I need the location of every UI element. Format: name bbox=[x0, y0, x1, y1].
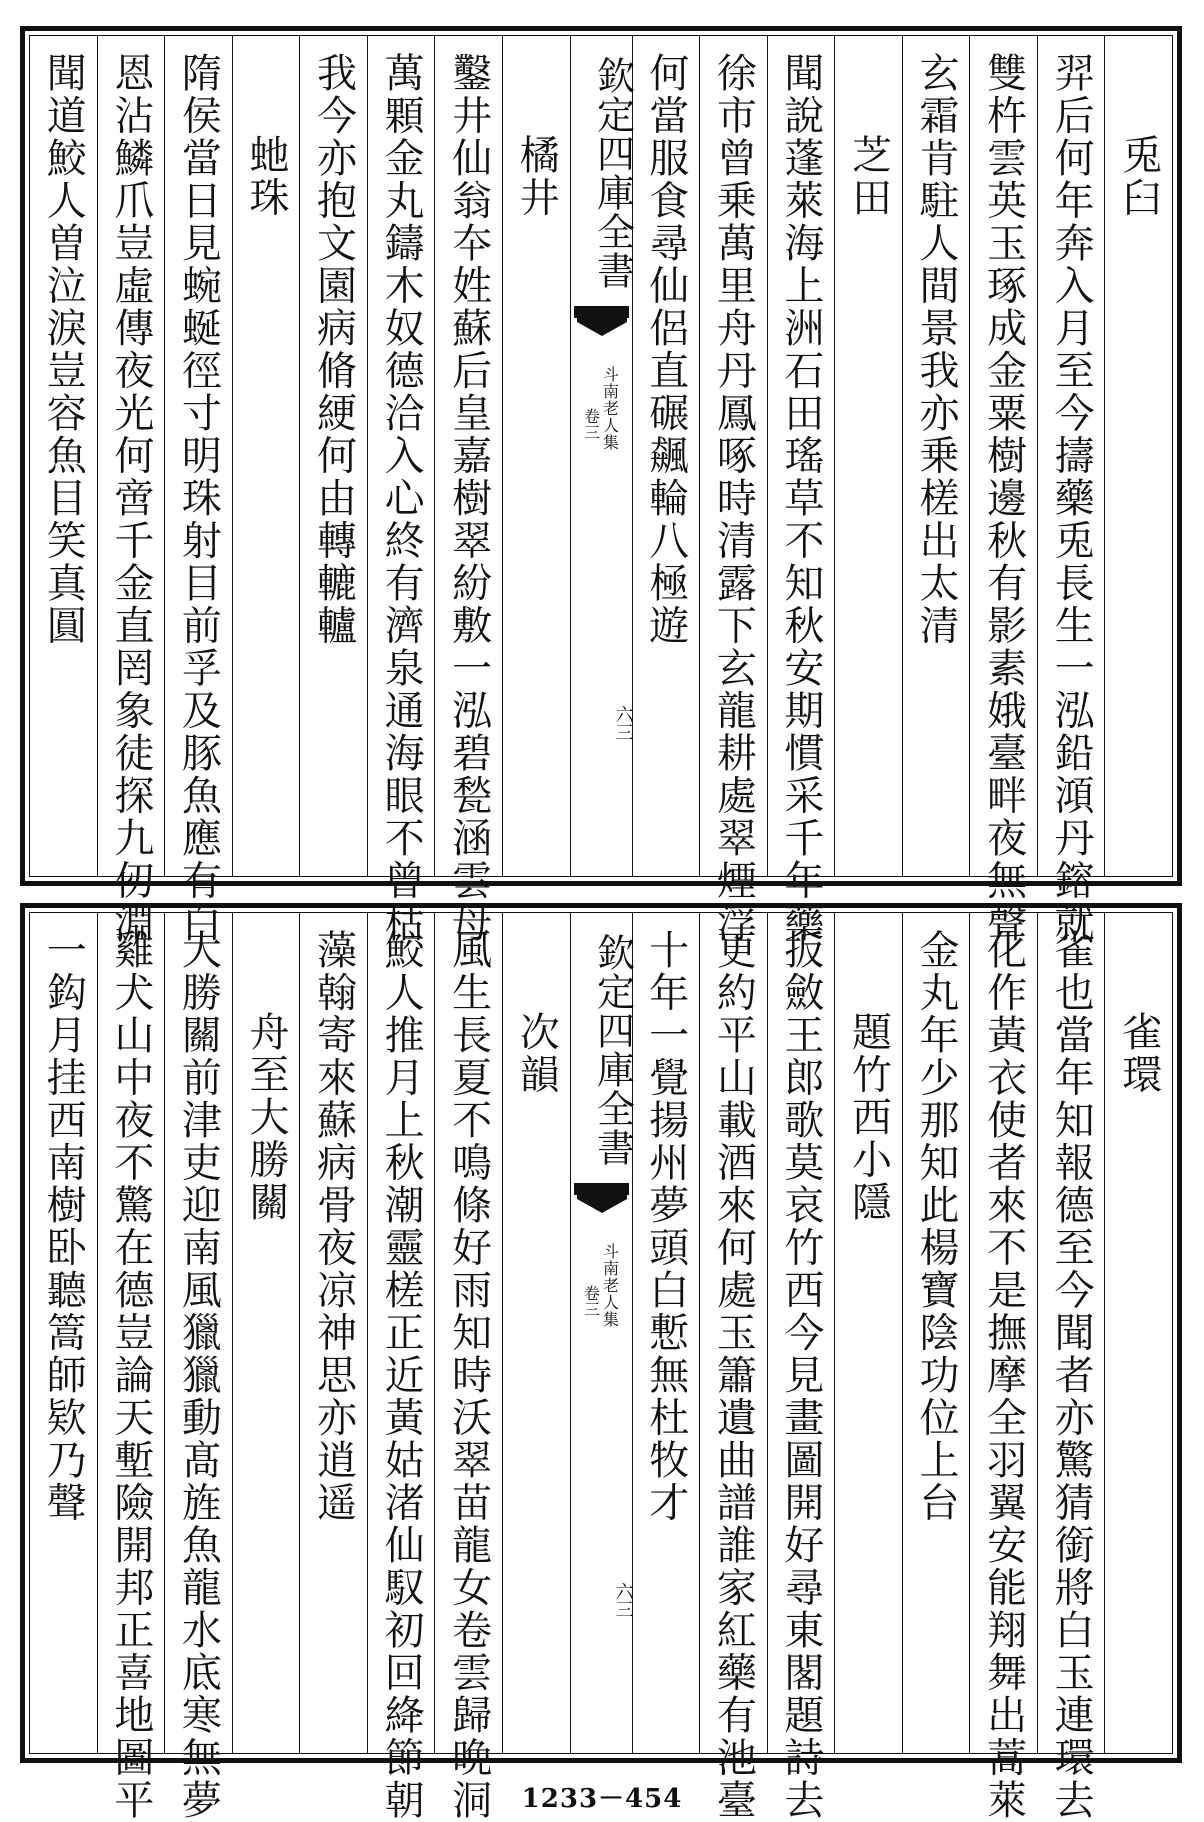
poem-title: 芝田 bbox=[845, 134, 892, 219]
poem-line: 更約平山載酒來何處玉簫遺曲譜誰家紅藥有池臺 bbox=[710, 929, 757, 1822]
column-text bbox=[299, 36, 367, 876]
banner-title: 欽定四庫全書 bbox=[590, 56, 635, 290]
column-text bbox=[367, 913, 435, 1822]
column-text bbox=[632, 36, 700, 876]
poem-line: 扳斂王郎歌莫哀竹西今見畫圖開好尋東閣題詩去 bbox=[777, 929, 824, 1822]
poem-line: 金丸年少那知此楊寶陰功位上台 bbox=[913, 929, 960, 1524]
column-title bbox=[1104, 913, 1172, 1753]
poem-line: 萬顆金丸鑄木奴德洽入心終有濟泉通海眼不曾枯 bbox=[378, 52, 425, 945]
fish-tail-mark-icon bbox=[577, 1195, 627, 1215]
banner-collection-name: 斗南老人集 bbox=[600, 366, 620, 451]
poem-title: 舟至大勝關 bbox=[242, 1011, 289, 1224]
poem-line: 玄霜肯駐人間景我亦乗槎出太清 bbox=[913, 52, 960, 647]
poem-line: 恩沾鱗爪豈虛傳夜光何啻千金直罔象徒探九仞淵 bbox=[107, 52, 154, 945]
column-text bbox=[367, 36, 435, 945]
banner-title: 欽定四庫全書 bbox=[590, 933, 635, 1167]
column-text bbox=[902, 913, 970, 1753]
column-text bbox=[1037, 913, 1105, 1822]
column-title bbox=[232, 913, 300, 1753]
fish-tail-mark-icon bbox=[577, 318, 627, 338]
poem-line: 鮫人推月上秋潮靈槎正近黃姑渚仙馭初回絳節朝 bbox=[378, 929, 425, 1822]
column-text bbox=[767, 913, 835, 1822]
column-title bbox=[232, 36, 300, 876]
poem-title: 橘井 bbox=[513, 134, 560, 219]
poem-line: 藻翰寄來蘇病骨夜凉神思亦逍遥 bbox=[310, 929, 357, 1524]
column-title bbox=[1104, 36, 1172, 876]
poem-title: 題竹西小隱 bbox=[845, 1011, 892, 1224]
poem-line: 聞說蓬萊海上洲石田瑤草不知秋安期慣采千年藥 bbox=[777, 52, 824, 945]
column-text bbox=[969, 913, 1037, 1822]
poem-line: 羿后何年奔入月至今擣藥兎長生一泓鉛澒丹鎔就 bbox=[1048, 52, 1095, 945]
banner-black-bar bbox=[574, 306, 629, 318]
poem-line: 雙杵雲英玉琢成金粟樹邊秋有影素娥臺畔夜無聲 bbox=[980, 52, 1027, 945]
column-text bbox=[164, 913, 232, 1822]
column-text bbox=[767, 36, 835, 945]
banner-juan: 卷三 bbox=[581, 408, 601, 440]
poem-line: 何當服食尋仙侶直碾飆輪八極遊 bbox=[642, 52, 689, 647]
column-text bbox=[902, 36, 970, 876]
column-title bbox=[502, 36, 570, 876]
column-text bbox=[699, 36, 767, 945]
column-title bbox=[834, 36, 902, 876]
banner-juan: 卷三 bbox=[581, 1285, 601, 1317]
column-title bbox=[834, 913, 902, 1753]
banner-folio: 六三 bbox=[612, 1582, 634, 1618]
poem-title: 次韻 bbox=[513, 1011, 560, 1096]
column-text bbox=[30, 36, 97, 876]
center-banner bbox=[570, 36, 635, 876]
poem-line: 化作黃衣使者來不是撫摩全羽翼安能翔舞出蒿萊 bbox=[980, 929, 1027, 1822]
banner-folio: 六三 bbox=[612, 705, 634, 741]
poem-title: 兎臼 bbox=[1115, 134, 1162, 219]
column-title bbox=[502, 913, 570, 1753]
column-text bbox=[434, 913, 502, 1822]
column-text bbox=[299, 913, 367, 1753]
column-text bbox=[164, 36, 232, 945]
column-text bbox=[434, 36, 502, 945]
column-text bbox=[97, 913, 165, 1822]
column-text bbox=[1037, 36, 1105, 945]
banner-collection-name: 斗南老人集 bbox=[600, 1243, 620, 1328]
column-text bbox=[97, 36, 165, 945]
poem-line: 雀也當年知報德至今聞者亦驚猜銜將白玉連環去 bbox=[1048, 929, 1095, 1822]
poem-line: 徐市曾乗萬里舟丹鳳啄時清露下玄龍耕處翠煙浮 bbox=[710, 52, 757, 945]
column-text bbox=[30, 913, 97, 1753]
poem-line: 聞道鮫人曽泣淚豈容魚目笑真圓 bbox=[40, 52, 87, 647]
poem-line: 十年一覺揚州夢頭白慙無杜牧才 bbox=[642, 929, 689, 1524]
column-text bbox=[632, 913, 700, 1753]
column-text bbox=[969, 36, 1037, 945]
top-page-frame bbox=[29, 35, 1173, 945]
poem-title: 雀環 bbox=[1115, 1011, 1162, 1096]
banner-black-bar bbox=[574, 1183, 629, 1195]
poem-line: 隋侯當日見蜿蜒徑寸明珠射目前孚及豚魚應有白 bbox=[175, 52, 222, 945]
poem-line: 鑿井仙翁夲姓蘇后皇嘉樹翠紛敷一泓碧甃涵雲母 bbox=[445, 52, 492, 945]
poem-line: 我今亦抱文園病脩綆何由轉轆轤 bbox=[310, 52, 357, 647]
page-number: 1233－454 bbox=[521, 1784, 683, 1814]
top-page bbox=[20, 26, 1182, 945]
column-text bbox=[699, 913, 767, 1822]
poem-line: 一鈎月挂西南樹卧聽篙師欵乃聲 bbox=[40, 929, 87, 1524]
center-banner bbox=[570, 913, 635, 1753]
poem-line: 風生長夏不鳴條好雨知時沃翠苗龍女卷雲歸晩洞 bbox=[445, 929, 492, 1822]
poem-line: 雞犬山中夜不驚在德豈論天塹險開邦正喜地圖平 bbox=[107, 929, 154, 1822]
poem-title: 虵珠 bbox=[242, 134, 289, 219]
top-page-columns bbox=[30, 36, 1172, 945]
poem-line: 大勝關前津吏迎南風獵獵動髙旌魚龍水底寒無夢 bbox=[175, 929, 222, 1822]
